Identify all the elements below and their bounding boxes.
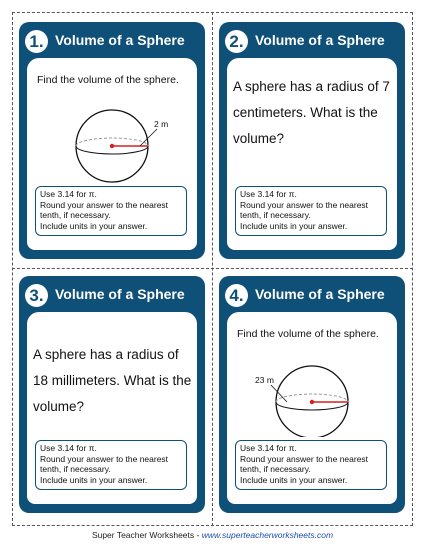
card-body: [27, 312, 197, 504]
sphere-diagram: [227, 312, 397, 437]
task-card-4: [219, 276, 405, 513]
instructions-box: [35, 186, 187, 236]
card-prompt: Find the volume of the sphere.: [37, 74, 179, 86]
instruction-line: Round your answer to the nearest: [40, 453, 169, 464]
card-prompt: Find the volume of the sphere.: [237, 328, 379, 340]
card-title: Volume of a Sphere: [255, 32, 385, 48]
instruction-line: Use 3.14 for π.: [240, 189, 297, 199]
card-title: Volume of a Sphere: [55, 32, 185, 48]
cut-line-horizontal: [12, 268, 413, 269]
instruction-line: tenth, if necessary.: [240, 210, 311, 220]
footer-website-link[interactable]: www.superteacherworksheets.com: [201, 530, 334, 540]
center-dot: [310, 400, 314, 404]
card-prompt: A sphere has a radius of 7 centimeters. What is the volume?: [233, 79, 390, 146]
instruction-line: Round your answer to the nearest: [40, 199, 169, 210]
instructions-box: [235, 440, 387, 490]
instruction-line: Round your answer to the nearest: [240, 199, 369, 210]
instruction-line: tenth, if necessary.: [40, 464, 111, 474]
footer-brand: Super Teacher Worksheets -: [91, 530, 202, 540]
card-number-badge: 3.: [25, 284, 48, 307]
task-card-1: [19, 22, 205, 259]
instruction-line: Include units in your answer.: [240, 474, 348, 485]
instructions-box: [235, 186, 387, 236]
radius-label: 2 m: [154, 119, 169, 129]
card-number-badge: 4.: [225, 284, 248, 307]
card-header: [219, 276, 405, 316]
instruction-line: Round your answer to the nearest: [240, 453, 369, 464]
card-body: [227, 312, 397, 504]
instruction-line: Use 3.14 for π.: [40, 443, 97, 453]
instructions-box: [35, 440, 187, 490]
cut-line-vertical: [212, 12, 213, 526]
card-prompt: A sphere has a radius of 18 millimeters. What is the volume?: [33, 347, 192, 414]
task-card-2: [219, 22, 405, 259]
card-title: Volume of a Sphere: [55, 286, 185, 302]
card-body: [227, 58, 397, 250]
instruction-line: tenth, if necessary.: [40, 210, 111, 220]
card-header: [219, 22, 405, 62]
instruction-line: tenth, if necessary.: [240, 464, 311, 474]
radius-label: 23 m: [255, 375, 274, 385]
instruction-line: Include units in your answer.: [40, 474, 148, 485]
page-footer: [0, 530, 425, 540]
card-title: Volume of a Sphere: [255, 286, 385, 302]
card-number-badge: 2.: [225, 30, 248, 53]
instruction-line: Use 3.14 for π.: [40, 189, 97, 199]
sphere-diagram: [27, 58, 197, 183]
card-body: [27, 58, 197, 250]
task-card-3: [19, 276, 205, 513]
card-header: [19, 22, 205, 62]
instruction-line: Use 3.14 for π.: [240, 443, 297, 453]
card-header: [19, 276, 205, 316]
card-number-badge: 1.: [25, 30, 48, 53]
instruction-line: Include units in your answer.: [40, 220, 148, 231]
center-dot: [110, 144, 114, 148]
instruction-line: Include units in your answer.: [240, 220, 348, 231]
